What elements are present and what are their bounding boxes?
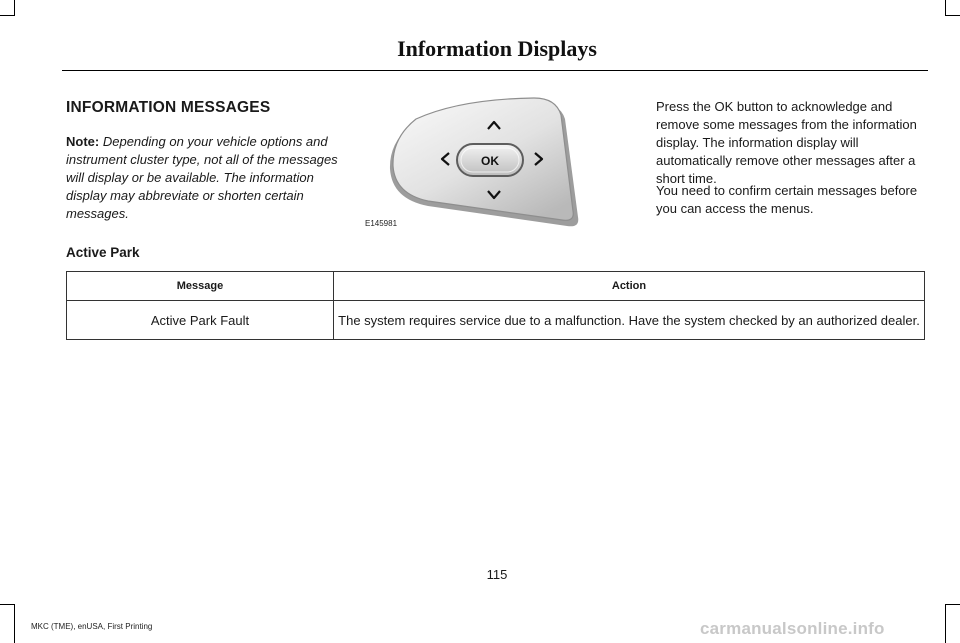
note-label: Note: — [66, 134, 100, 149]
crop-mark — [0, 15, 15, 16]
watermark: carmanualsonline.info — [700, 619, 885, 638]
table-header-row — [67, 272, 925, 301]
column-header-action: Action — [334, 272, 925, 301]
note-paragraph — [66, 133, 338, 223]
crop-mark — [0, 604, 15, 605]
crop-mark — [14, 604, 15, 643]
header-divider — [62, 70, 928, 71]
crop-mark — [945, 604, 960, 605]
page-title: Information Displays — [397, 36, 597, 61]
section-heading: INFORMATION MESSAGES — [66, 99, 271, 116]
figure-code: E145981 — [365, 219, 398, 228]
table-row — [67, 301, 925, 340]
paragraph-confirm-messages: You need to confirm certain messages before you can access the menus. — [656, 183, 918, 216]
crop-mark — [14, 0, 15, 16]
messages-table — [66, 271, 925, 340]
action-cell: The system requires service due to a malfunction. Have the system checked by an authorized dealer. — [334, 301, 925, 340]
steering-wheel-control-illustration — [362, 95, 588, 235]
column-header-message: Message — [67, 272, 334, 301]
paragraph-ok-button: Press the OK button to acknowledge and remove some messages from the information display. The information display will automatically remove other messages after a short time. — [656, 99, 917, 186]
page-number: 115 — [486, 567, 508, 582]
crop-mark — [945, 0, 946, 16]
print-info: MKC (TME), enUSA, First Printing — [31, 622, 153, 631]
note-text: Depending on your vehicle options and instrument cluster type, not all of the messages will display or be available. The information display may abbreviate or shorten certain messages. — [66, 134, 338, 221]
crop-mark — [945, 604, 946, 643]
subsection-title: Active Park — [66, 245, 140, 260]
message-cell: Active Park Fault — [67, 301, 334, 340]
ok-button-label: OK — [481, 154, 499, 168]
crop-mark — [945, 15, 960, 16]
